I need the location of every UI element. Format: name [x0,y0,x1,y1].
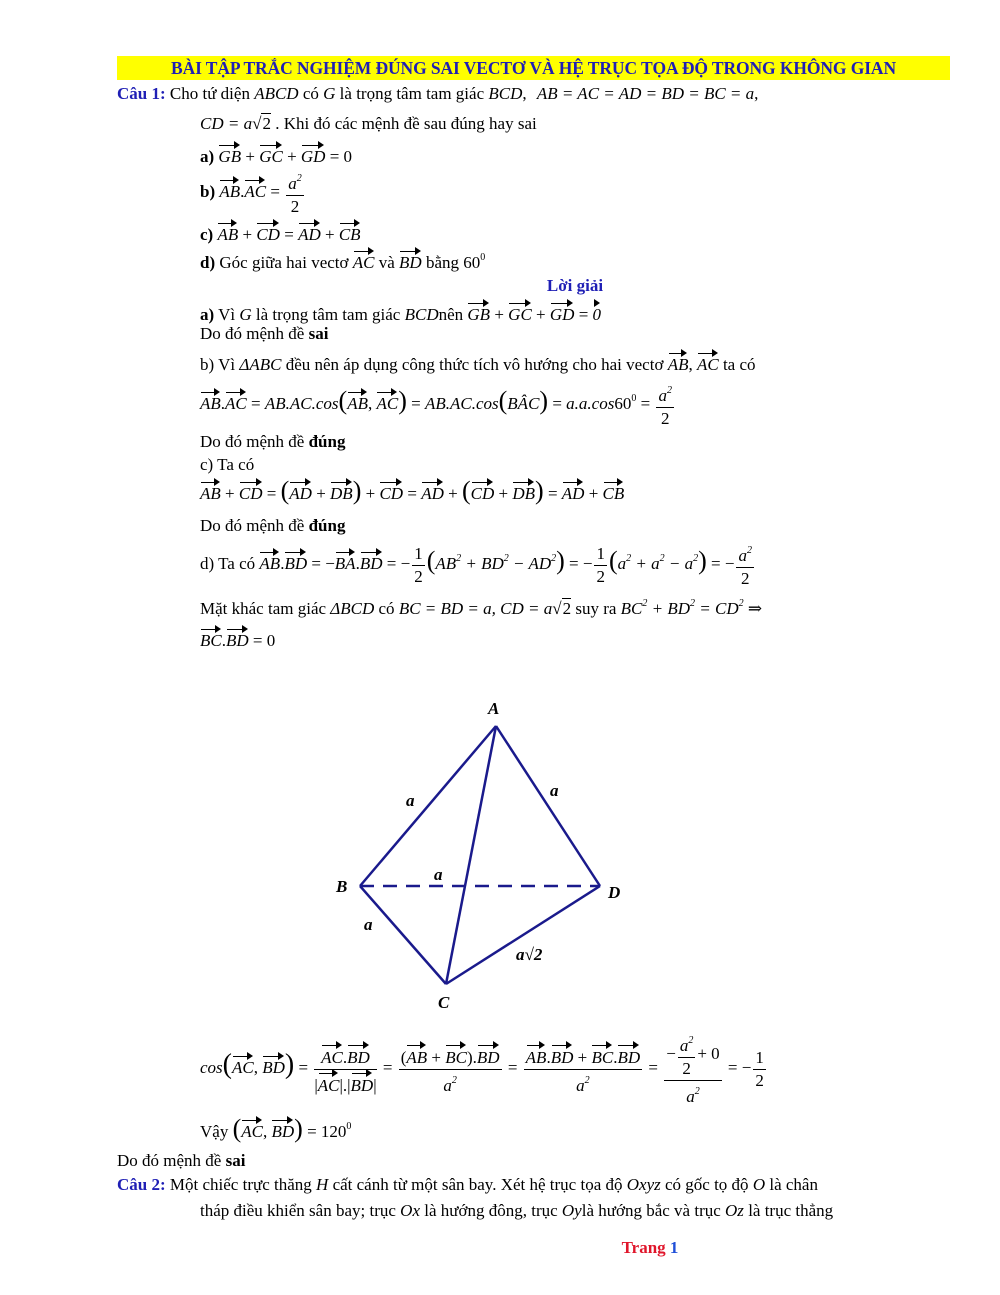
solution-heading: Lời giải [546,276,604,295]
q2-text: có gốc tọ độ [664,1175,749,1194]
solution-text: Do đó mệnh đề [117,1151,222,1170]
q1-bcd: BCD [488,84,523,103]
solution-b-formula: AB.AC = AB.AC.cos(AB, AC) = AB.AC.cos(BÂC) = $a.a.\cos 60^0$ = $\frac{a^2}{2}$ [200,380,676,430]
solution-b-conclusion [200,432,345,452]
q1-equation: AB = AC = AD = BD = BC = a [536,84,755,103]
edge-ac-label: a [434,865,443,884]
edge-ad [496,726,600,886]
q1-text: có [302,84,319,103]
option-a-label: a) [200,147,215,166]
q2-text: là hướng bắc và trục [581,1201,721,1220]
verdict-a: sai [308,324,329,343]
edge-bc-label: a [364,915,373,934]
option-b: b) AB.AC = $\frac{a^2}{2}$ [200,168,306,218]
page-title: BÀI TẬP TRẮC NGHIỆM ĐÚNG SAI VECTƠ VÀ HỆ TRỤC TỌA ĐỘ TRONG KHÔNG GIAN [117,56,950,80]
solution-d-line2: Mặt khác tam giác ΔBCD có BC = BD = a, CD = a√2 suy ra $BC^2 + BD^2 = CD^2$ ⇒ [200,598,763,618]
solution-a: a) Vì G là trọng tâm tam giác BCDnên GB + GC + GD = 0 [200,300,601,325]
option-d-angle: 60 [463,253,481,272]
solution-text: có [378,599,395,618]
solution-text: Do đó mệnh đề [200,432,305,451]
solution-text: Do đó mệnh đề [200,516,305,535]
q2-text: tháp điều khiển sân bay; trục [200,1201,396,1220]
solution-text: d) Ta có [200,553,256,573]
option-a: a) GB + GC + GD = 0 [200,142,352,167]
q1-text: Cho tứ diện [169,84,250,103]
q2-text: là hướng đông, trục [424,1201,558,1220]
solution-text: là trọng tâm tam giác [255,305,401,324]
solution-a-label: a) [200,305,215,324]
edge-ab [360,726,496,886]
vertex-c-label: C [438,993,450,1012]
question-1-label: Câu 1: [117,84,166,103]
edge-ab-label: a [406,791,415,810]
vertex-a-label: A [488,699,500,718]
question-1-line: Câu 1: Cho tứ diện ABCD có G là trọng tâm tam giác BCD, AB = AC = AD = BD = BC = a, [117,84,759,103]
tetrahedron-figure [320,690,640,1020]
page-word: Trang [621,1238,666,1257]
solution-text: suy ra [575,599,617,618]
verdict-d: sai [225,1151,246,1170]
option-d-and: và [378,253,395,272]
q2-text: là chân [769,1175,818,1194]
q2-oxyz: Oxyz [626,1175,661,1194]
q2-text: là trục thẳng [748,1201,834,1220]
solution-text: Do đó mệnh đề [200,324,305,343]
solution-text: Vì [218,305,236,324]
edge-bc [360,886,446,984]
option-b-label: b) [200,181,216,201]
option-c-label: c) [200,225,214,244]
question-2-line2 [200,1201,833,1221]
solution-a-conclusion [200,324,328,344]
edge-ac [446,726,496,984]
q1-obj: ABCD [254,84,299,103]
option-d-label: d) [200,253,216,272]
solution-d: d) Ta có AB.BD = −BA.BD = − $\frac{1}{2}$ $(AB^2 + BD^2 - AD^2)$ = − $\frac{1}{2}$ $(a^2 + a^2 - a^2)$ = − $\frac{a^2}{2}$ [200,540,756,590]
page-number: 1 [669,1238,679,1257]
solution-text: Mặt khác tam giác [200,599,327,618]
q2-h: H [316,1175,329,1194]
solution-text: đều nên áp dụng công thức tích vô hướng cho hai vectơ [285,355,664,374]
question-2-line1 [117,1175,818,1195]
edge-ad-label: a [550,781,559,800]
option-d: d) Góc giữa hai vectơ AC và BD bằng $60^0$ [200,248,485,273]
edge-cd [446,886,600,984]
solution-text: ta có [722,355,756,374]
question-2-label: Câu 2: [117,1175,166,1194]
edge-cd-label: a√2 [516,945,543,964]
solution-text: b) Vì [200,355,236,374]
option-c: c) AB + CD = AD + CB [200,220,361,245]
q1-text: . Khi đó các mệnh đề sau đúng hay sai [275,114,537,133]
q2-ox: Ox [400,1201,420,1220]
q2-text: cất cánh từ một sân bay. Xét hệ trục tọa độ [332,1175,623,1194]
q1-text: là trọng tâm tam giác [339,84,485,103]
q1-cd-equation: CD = a [200,114,253,133]
vertex-d-label: D [608,883,621,902]
q1-g: G [323,84,336,103]
solution-c-conclusion [200,516,345,536]
solution-d-line3: BC.BD = 0 [200,626,275,651]
q2-text: Một chiếc trực thăng [169,1175,312,1194]
solution-b: b) Vì ΔABC đều nên áp dụng công thức tích vô hướng cho hai vectơ AB, AC ta có [200,350,756,375]
verdict-b: đúng [308,432,346,451]
q2-o: O [752,1175,766,1194]
vertex-b-label: B [336,877,348,896]
option-d-text: Góc giữa hai vectơ [219,253,349,272]
solution-c-formula: AB + CD = (AD + DB) + CD = AD + (CD + DB) = AD + CB [200,476,625,505]
verdict-c: đúng [308,516,346,535]
cos-formula: cos(AC, BD) = $\frac{AC.BD}{|AC|.|BD|}$ = $\frac{(AB + BC).BD}{a^2}$ = $\frac{AB.BD + BC.BD}{a^2}$ = − $\frac{a^2}{2}$ + 0 $a^2$ = − $\frac{1}{2}$ [200,1030,768,1108]
q2-oz: Oz [725,1201,744,1220]
q1-line2: CD = a√2 . Khi đó các mệnh đề sau đúng hay sai [200,114,537,133]
final-conclusion [117,1151,245,1171]
solution-text: Vậy [200,1122,229,1141]
solution-c: c) Ta có [200,455,255,474]
q2-oy: Oy [561,1201,582,1220]
vay-line: Vậy (AC, $BD) = 120^0$ [200,1114,352,1143]
option-d-equals: bằng [425,253,460,272]
page-footer [0,1238,1000,1258]
solution-text: nên [438,305,464,324]
